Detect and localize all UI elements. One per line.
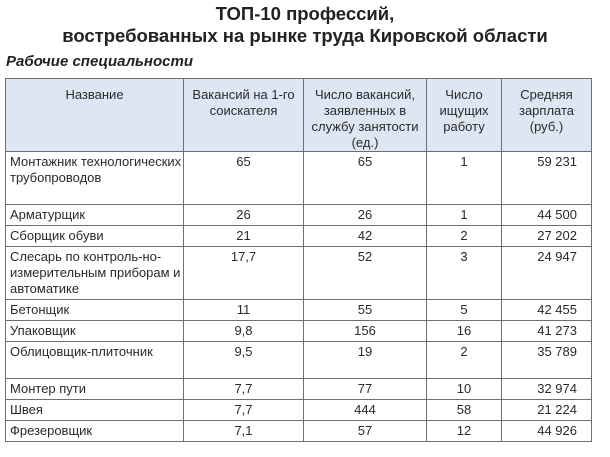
header-job-seekers: Число ищущих работу — [427, 79, 502, 152]
table-row — [6, 152, 592, 205]
cell-average-salary: 42 455 — [502, 300, 592, 321]
cell-job-seekers: 1 — [427, 152, 502, 205]
cell-job-seekers: 12 — [427, 421, 502, 442]
table-header-row — [6, 79, 592, 152]
cell-vacancies-per-seeker: 9,8 — [184, 321, 304, 342]
cell-job-seekers: 16 — [427, 321, 502, 342]
cell-profession: Упаковщик — [6, 321, 184, 342]
cell-vacancies-per-seeker: 11 — [184, 300, 304, 321]
cell-average-salary: 32 974 — [502, 379, 592, 400]
table-row — [6, 379, 592, 400]
header-average-salary: Средняя зарплата (руб.) — [502, 79, 592, 152]
table-row — [6, 421, 592, 442]
cell-profession: Арматурщик — [6, 205, 184, 226]
cell-profession: Монтажник технологических трубопроводов — [6, 152, 184, 205]
cell-profession: Монтер пути — [6, 379, 184, 400]
cell-average-salary: 59 231 — [502, 152, 592, 205]
table-row — [6, 226, 592, 247]
cell-average-salary: 27 202 — [502, 226, 592, 247]
table-row — [6, 300, 592, 321]
cell-vacancies-count: 65 — [304, 152, 427, 205]
page-title-line-2: востребованных на рынке труда Кировской области — [62, 25, 548, 46]
cell-vacancies-per-seeker: 7,7 — [184, 379, 304, 400]
cell-average-salary: 21 224 — [502, 400, 592, 421]
section-subtitle: Рабочие специальности — [6, 53, 193, 70]
cell-vacancies-count: 77 — [304, 379, 427, 400]
table-row — [6, 400, 592, 421]
cell-vacancies-per-seeker: 7,7 — [184, 400, 304, 421]
cell-vacancies-count: 55 — [304, 300, 427, 321]
cell-average-salary: 24 947 — [502, 247, 592, 300]
cell-average-salary: 35 789 — [502, 342, 592, 379]
header-vacancies-per-seeker: Вакансий на 1-го соискателя — [184, 79, 304, 152]
cell-vacancies-per-seeker: 7,1 — [184, 421, 304, 442]
table-row — [6, 247, 592, 300]
cell-vacancies-per-seeker: 26 — [184, 205, 304, 226]
cell-vacancies-per-seeker: 9,5 — [184, 342, 304, 379]
cell-vacancies-count: 156 — [304, 321, 427, 342]
header-name: Название — [6, 79, 184, 152]
table-row — [6, 342, 592, 379]
cell-job-seekers: 2 — [427, 342, 502, 379]
cell-vacancies-per-seeker: 65 — [184, 152, 304, 205]
table-row — [6, 205, 592, 226]
cell-vacancies-count: 52 — [304, 247, 427, 300]
cell-profession: Облицовщик-плиточник — [6, 342, 184, 379]
cell-job-seekers: 1 — [427, 205, 502, 226]
cell-job-seekers: 10 — [427, 379, 502, 400]
cell-profession: Фрезеровщик — [6, 421, 184, 442]
cell-job-seekers: 2 — [427, 226, 502, 247]
cell-job-seekers: 58 — [427, 400, 502, 421]
cell-job-seekers: 5 — [427, 300, 502, 321]
cell-vacancies-count: 42 — [304, 226, 427, 247]
professions-table — [5, 78, 592, 442]
cell-profession: Слесарь по контроль-но-измерительным приборам и автоматике — [6, 247, 184, 300]
cell-profession: Сборщик обуви — [6, 226, 184, 247]
cell-job-seekers: 3 — [427, 247, 502, 300]
cell-average-salary: 41 273 — [502, 321, 592, 342]
table-row — [6, 321, 592, 342]
cell-profession: Бетонщик — [6, 300, 184, 321]
header-vacancies-count: Число вакансий, заявленных в службу занятости (ед.) — [304, 79, 427, 152]
cell-vacancies-count: 26 — [304, 205, 427, 226]
page-title-line-1: ТОП-10 профессий, — [215, 3, 395, 24]
cell-average-salary: 44 926 — [502, 421, 592, 442]
cell-vacancies-count: 444 — [304, 400, 427, 421]
cell-vacancies-per-seeker: 17,7 — [184, 247, 304, 300]
cell-average-salary: 44 500 — [502, 205, 592, 226]
cell-vacancies-count: 57 — [304, 421, 427, 442]
cell-vacancies-per-seeker: 21 — [184, 226, 304, 247]
cell-profession: Швея — [6, 400, 184, 421]
cell-vacancies-count: 19 — [304, 342, 427, 379]
